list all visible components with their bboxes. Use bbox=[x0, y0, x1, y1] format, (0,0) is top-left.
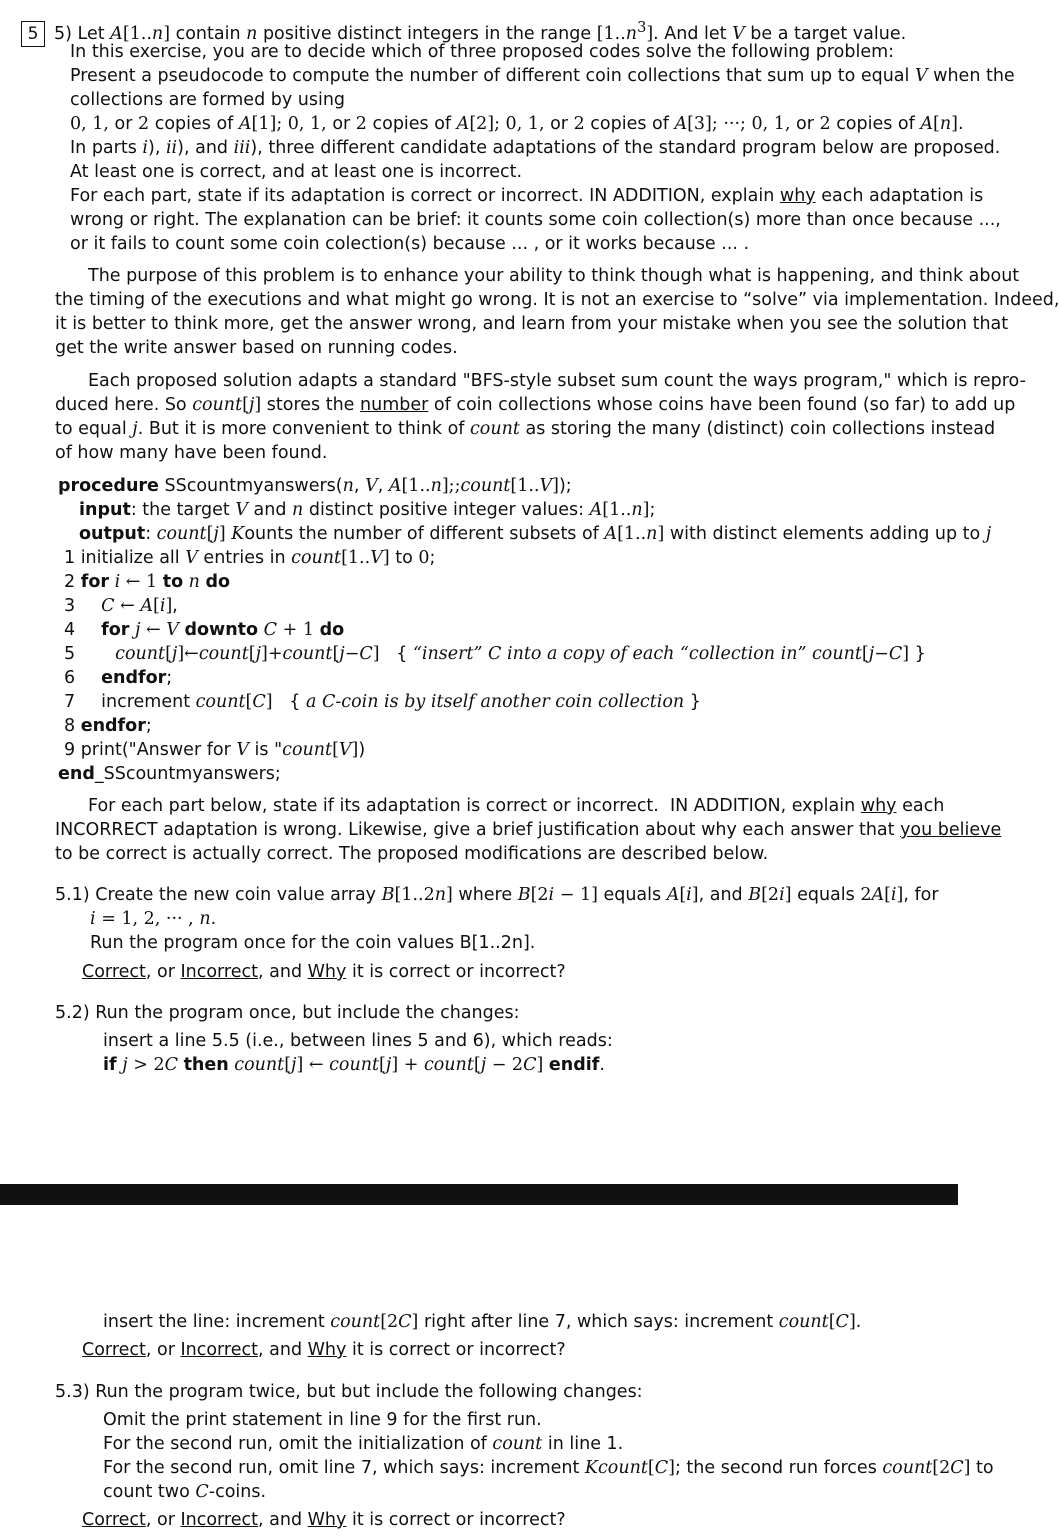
intro-line-6: In parts i), ii), and iii), three different candidate adaptations of the standard program below are proposed. bbox=[70, 138, 1001, 158]
problem-number-box: 5 bbox=[21, 21, 45, 47]
intro-line-8: For each part, state if its adaptation is correct or incorrect. IN ADDITION, explain why each adaptation is bbox=[70, 186, 984, 206]
p53-question: Correct, or Incorrect, and Why it is correct or incorrect? bbox=[82, 1510, 566, 1530]
code-line-4: 4 for j ← V downto C + 1 do bbox=[64, 620, 345, 640]
foreach-line-2: INCORRECT adaptation is wrong. Likewise, give a brief justification about why each answer that you believe bbox=[55, 820, 1002, 840]
intro-line-4: collections are formed by using bbox=[70, 90, 346, 110]
p53-line-1: 5.3) Run the program twice, but but include the following changes: bbox=[55, 1382, 643, 1402]
intro-line-1: 5) Let A[1..n] contain n positive distinct integers in the range $[1..n^3]$. And let V be a target value. bbox=[54, 19, 907, 44]
p52-line-4: insert the line: increment count[2C] right after line 7, which says: increment count[C]. bbox=[103, 1312, 862, 1332]
purpose-line-3: it is better to think more, get the answer wrong, and learn from your mistake when you see the solution that bbox=[55, 314, 1009, 334]
p51-line-3: Run the program once for the coin values B[1..2n]. bbox=[90, 933, 536, 953]
p51-line-1: 5.1) Create the new coin value array B[1..2n] where B[2i − 1] equals A[i], and B[2i] equals 2A[i], for bbox=[55, 885, 939, 905]
p53-line-4: For the second run, omit line 7, which says: increment Kcount[C]; the second run forces count[2C] to bbox=[103, 1458, 994, 1478]
code-line-1: 1 initialize all V entries in count[1..V] to 0; bbox=[64, 548, 436, 568]
code-line-2: 2 for i ← 1 to n do bbox=[64, 572, 231, 592]
intro-line-2: In this exercise, you are to decide which of three proposed codes solve the following problem: bbox=[70, 42, 895, 62]
page-break-band bbox=[0, 1184, 958, 1205]
foreach-line-3: to be correct is actually correct. The proposed modifications are described below. bbox=[55, 844, 769, 864]
code-input: input: the target V and n distinct positive integer values: A[1..n]; bbox=[79, 500, 656, 520]
p51-line-2: i = 1, 2, ··· , n. bbox=[90, 909, 217, 929]
intro-line-10: or it fails to count some coin colection(s) because ... , or it works because ... . bbox=[70, 234, 750, 254]
intro-line-5: 0, 1, or 2 copies of A[1]; 0, 1, or 2 copies of A[2]; 0, 1, or 2 copies of A[3]; ···; 0, 1, or 2 copies of A[n]. bbox=[70, 114, 964, 134]
code-line-9: 9 print("Answer for V is "count[V]) bbox=[64, 740, 366, 760]
code-output: output: count[j] Kounts the number of different subsets of A[1..n] with distinct elements adding up to j bbox=[79, 524, 992, 544]
purpose-line-2: the timing of the executions and what might go wrong. It is not an exercise to “solve” via implementation. Indeed, bbox=[55, 290, 1059, 310]
purpose-line-1: The purpose of this problem is to enhance your ability to think though what is happening, and think about bbox=[88, 266, 1020, 286]
code-line-3: 3 C ← A[i], bbox=[64, 596, 178, 616]
p52-question: Correct, or Incorrect, and Why it is correct or incorrect? bbox=[82, 1340, 566, 1360]
intro-line-7: At least one is correct, and at least one is incorrect. bbox=[70, 162, 523, 182]
purpose-line-4: get the write answer based on running codes. bbox=[55, 338, 458, 358]
foreach-line-1: For each part below, state if its adaptation is correct or incorrect. IN ADDITION, explain why each bbox=[88, 796, 945, 816]
p52-line-3: if j > 2C then count[j] ← count[j] + count[j − 2C] endif. bbox=[103, 1055, 605, 1075]
p53-line-2: Omit the print statement in line 9 for the first run. bbox=[103, 1410, 542, 1430]
code-line-8: 8 endfor; bbox=[64, 716, 152, 736]
p52-line-1: 5.2) Run the program once, but include the changes: bbox=[55, 1003, 520, 1023]
intro-line-9: wrong or right. The explanation can be brief: it counts some coin collection(s) more than once because ..., bbox=[70, 210, 1001, 230]
p51-question: Correct, or Incorrect, and Why it is correct or incorrect? bbox=[82, 962, 566, 982]
each-line-4: of how many have been found. bbox=[55, 443, 328, 463]
each-line-3: to equal j. But it is more convenient to think of count as storing the many (distinct) coin collections instead bbox=[55, 419, 996, 439]
intro-line-3: Present a pseudocode to compute the number of different coin collections that sum up to equal V when the bbox=[70, 66, 1015, 86]
p52-line-2: insert a line 5.5 (i.e., between lines 5 and 6), which reads: bbox=[103, 1031, 613, 1051]
code-line-6: 6 endfor; bbox=[64, 668, 173, 688]
each-line-1: Each proposed solution adapts a standard "BFS-style subset sum count the ways program," which is repro- bbox=[88, 371, 1026, 391]
code-end: end_SScountmyanswers; bbox=[58, 764, 281, 784]
code-line-5: 5 count[j]←count[j]+count[j−C] { “insert” C into a copy of each “collection in” count[j−C] } bbox=[64, 644, 926, 664]
p53-line-5: count two C-coins. bbox=[103, 1482, 267, 1502]
p53-line-3: For the second run, omit the initialization of count in line 1. bbox=[103, 1434, 624, 1454]
code-line-7: 7 increment count[C] { a C-coin is by itself another coin collection } bbox=[64, 692, 701, 712]
each-line-2: duced here. So count[j] stores the number of coin collections whose coins have been found (so far) to add up bbox=[55, 395, 1016, 415]
code-proc: procedure SScountmyanswers(n, V, A[1..n];;count[1..V]); bbox=[58, 476, 572, 496]
